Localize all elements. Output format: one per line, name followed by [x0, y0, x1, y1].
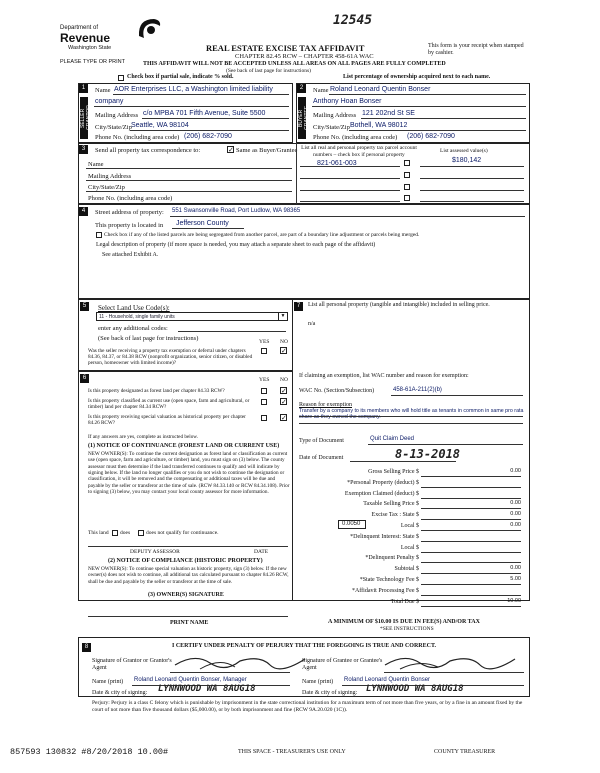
corr-address-label: Mailing Address — [88, 173, 132, 180]
calc-row-label: *Personal Property (deduct) $ — [347, 479, 419, 486]
calc-row-value: 0.00 — [510, 500, 521, 507]
dor-logo — [60, 16, 160, 56]
calc-row-value: 5.00 — [510, 576, 521, 582]
corr-city-label: City/State/Zip — [88, 184, 125, 191]
form-title: REAL ESTATE EXCISE TAX AFFIDAVIT — [206, 43, 365, 53]
calc-row-label: Local $ — [400, 523, 419, 529]
certify-statement: I CERTIFY UNDER PENALTY OF PERJURY THAT THE FOREGOING IS TRUE AND CORRECT. — [172, 643, 437, 649]
calc-row-value: 0.00 — [510, 511, 521, 518]
calc-row-label: *Delinquent Penalty $ — [365, 555, 419, 562]
grantor-name-label: Name (print) — [92, 679, 124, 685]
s6-yes-header: YES — [259, 377, 270, 383]
grantee-date-value[interactable]: LYNNWOOD WA 8AUG18 — [366, 684, 464, 694]
seller-city-label: City/State/Zip — [95, 124, 132, 131]
s5-no-checkbox[interactable]: ✓ — [281, 347, 287, 355]
pct-ownership-label: List percentage of ownership acquired next to each name. — [343, 74, 491, 80]
seller-name-label: Name — [95, 87, 111, 94]
calc-row-value: 10.00 — [507, 597, 521, 604]
land-use-see-back: (See back of last page for instructions) — [98, 335, 199, 342]
located-in-label: This property is located in — [95, 222, 164, 229]
corr-name-label: Name — [88, 161, 104, 168]
section-3-number: 3 — [79, 145, 88, 154]
form-warning: THIS AFFIDAVIT WILL NOT BE ACCEPTED UNLESS ALL AREAS ON ALL PAGES ARE FULLY COMPLETED — [143, 61, 446, 67]
calc-row-input[interactable] — [421, 498, 521, 499]
does-not-checkbox[interactable] — [138, 530, 144, 536]
forest-q3: Is this property receiving special valuation as historical property per chapter 84.26 RCW? — [88, 414, 246, 427]
doc-date-label: Date of Document — [299, 455, 344, 461]
buyer-phone-value[interactable]: (206) 682-7090 — [407, 133, 455, 140]
local-rate-box[interactable] — [338, 520, 366, 529]
grantee-name-label: Name (print) — [302, 679, 334, 685]
buyer-address-value[interactable]: 121 202nd St SE — [362, 110, 415, 117]
legal-desc-value[interactable]: See attached Exhibit A. — [102, 252, 159, 258]
dor-name: Revenue — [60, 31, 111, 45]
q1-no-checkbox[interactable]: ✓ — [281, 387, 287, 395]
buyer-name-label: Name — [313, 87, 329, 94]
grantor-date-label: Date & city of signing: — [92, 690, 148, 696]
assessed-value[interactable]: $180,142 — [452, 157, 482, 164]
grantee-name-value[interactable]: Roland Leonard Quentin Bonser — [344, 677, 431, 683]
boundary-checkbox[interactable] — [96, 232, 102, 238]
deputy-date-label: DATE — [254, 549, 269, 555]
doc-date-value[interactable]: 8-13-2018 — [395, 447, 461, 461]
seller-address-value[interactable]: c/o MPBA 701 Fifth Avenue, Suite 5500 — [143, 110, 266, 117]
does-label: does — [120, 530, 131, 536]
exemption-claim-label: If claiming an exemption, list WAC number and reason for exemption: — [299, 373, 469, 379]
seller-name-value[interactable]: AOR Enterprises LLC, a Washington limited liability — [114, 86, 273, 93]
same-as-buyer-label: Same as Buyer/Grantee — [236, 147, 298, 154]
additional-codes-input[interactable] — [178, 331, 286, 332]
calc-row-input[interactable] — [421, 595, 521, 596]
doc-type-value[interactable]: Quit Claim Deed — [370, 436, 415, 442]
exemption-question: Was the seller receiving a property tax exemption or deferral under chapters 84.36, 84.37, or 84.38 RCW (nonprofit organization, senior citizen, or disabled person, homeowner with limited income)? — [88, 348, 253, 367]
wac-value[interactable]: 458-61A-211(2)(b) — [393, 387, 442, 393]
calc-row-value: 0.00 — [510, 522, 521, 528]
calc-row-label: Gross Selling Price $ — [368, 469, 419, 475]
deputy-assessor-label: DEPUTY ASSESSOR — [130, 549, 180, 555]
section-7-number: 7 — [294, 302, 303, 311]
calc-row-label: *Affidavit Processing Fee $ — [351, 587, 419, 594]
calc-row-input[interactable] — [421, 552, 521, 553]
calc-row-input[interactable] — [421, 530, 521, 531]
buyer-address-label: Mailing Address — [313, 112, 357, 119]
land-does-label: This land — [88, 530, 109, 536]
form-subtitle: CHAPTER 82.45 RCW – CHAPTER 458-61A WAC — [235, 53, 374, 60]
county-treasurer-label: COUNTY TREASURER — [434, 749, 496, 755]
print-note: PLEASE TYPE OR PRINT — [60, 59, 126, 65]
chevron-down-icon: ▼ — [278, 313, 287, 320]
receipt-note: This form is your receipt when stamped by cashier. — [428, 43, 524, 57]
owner-signature-line[interactable] — [88, 616, 288, 617]
parcel-personal-checkbox-2[interactable] — [404, 172, 410, 178]
buyer-city-label: City/State/Zip — [313, 124, 350, 131]
notice2-text: NEW OWNER(S): To continue special valuation as historic property, sign (3) below. If the new owner(s) does not wish to continue, all additional tax calculated pursuant to chapter 84.26 RCW, shall be due and payable by the seller or transferor at the time of sale. — [88, 566, 289, 585]
land-use-select-value: 11 - Household, single family units — [99, 314, 175, 320]
calc-row-input[interactable] — [421, 562, 521, 563]
section-1-number: 1 — [79, 84, 88, 93]
seller-city-value[interactable]: Seattle, WA 98104 — [131, 122, 189, 129]
personal-property-value[interactable]: n/a — [308, 321, 316, 327]
corr-phone-label: Phone No. (including area code) — [88, 195, 173, 202]
seller-phone-value[interactable]: (206) 682-7090 — [184, 133, 232, 140]
reason-value[interactable]: Transfer by a company to its members who will hold title as tenants in common in same pro rata share as they owned the company. — [299, 408, 524, 421]
calc-row-input[interactable] — [421, 573, 521, 574]
calc-row-input[interactable] — [421, 487, 521, 488]
minimum-note: A MINIMUM OF $10.00 IS DUE IN FEE(S) AND/OR TAX — [328, 619, 480, 625]
treasurer-space-label: THIS SPACE - TREASURER'S USE ONLY — [238, 749, 346, 755]
dor-dept-line: Department of — [60, 25, 99, 31]
calc-row-input[interactable] — [421, 508, 521, 509]
boundary-label: Check box if any of the listed parcels are being segregated from another parcel, are part of a boundary line adjustment or parcels being merged. — [104, 232, 420, 238]
notice1-title: (1) NOTICE OF CONTINUANCE (FOREST LAND OR CURRENT USE) — [88, 443, 280, 449]
q2-yes-checkbox[interactable] — [261, 399, 267, 405]
grantor-signature-line[interactable] — [170, 672, 290, 673]
calc-row-input[interactable] — [421, 476, 521, 477]
see-instructions-note: *SEE INSTRUCTIONS — [380, 626, 434, 632]
q1-yes-checkbox[interactable] — [261, 388, 267, 394]
forest-q1: Is this property designated as forest land per chapter 84.33 RCW? — [88, 388, 225, 394]
seller-address-label: Mailing Address — [95, 112, 139, 119]
parcel-personal-checkbox-1[interactable] — [404, 160, 410, 166]
calc-row-input[interactable] — [421, 584, 521, 585]
county-value[interactable]: Jefferson County — [176, 220, 229, 227]
buyer-city-value[interactable]: Bothell, WA 98012 — [350, 122, 408, 129]
reason-label: Reason for exemption — [299, 402, 352, 408]
section-8-number: 8 — [82, 643, 91, 652]
additional-codes-label: enter any additional codes: — [98, 325, 168, 332]
grantor-name-value[interactable]: Roland Leonard Quentin Bonser, Manager — [134, 677, 247, 683]
q3-no-checkbox[interactable]: ✓ — [281, 414, 287, 422]
legal-desc-label: Legal description of property (if more space is needed, you may attach a separate sheet to each page of the affidavit) — [96, 242, 376, 248]
calc-row-label: *State Technology Fee $ — [359, 577, 419, 583]
seller-side-label: SELLER GRANTOR — [80, 97, 88, 139]
parcel-header: List all real and personal property tax parcel account numbers – check box if personal property — [301, 145, 417, 158]
doc-type-label: Type of Document — [299, 438, 344, 444]
buyer-name-value[interactable]: Roland Leonard Quentin Bonser — [330, 86, 431, 93]
local-rate-value: 0.0050 — [342, 521, 361, 527]
treasurer-stamp: 857593 130832 #8/20/2018 10.00# — [10, 747, 169, 757]
notice1-text: NEW OWNER(S): To continue the current designation as forest land or classification as current use (open space, farm and agriculture, or timber) land, you must sign on (3) below. The county assessor must then determine if the land transferred continues to qualify and will indicate by signing below. If the land no longer qualifies or you do not wish to continue the designation or classification, it will be removed and the compensating or additional taxes will be due and payable by the seller or transferor at the time of sale. (RCW 84.33.140 or RCW 84.34.108). Prior to signing (3) below, you may contact your local county assessor for more information. — [88, 451, 290, 496]
buyer-name-value2[interactable]: Anthony Hoan Bonser — [313, 98, 382, 105]
grantee-sig-label: Signature of Grantee or Grantee's Agent — [302, 658, 383, 672]
section-4-number: 4 — [79, 207, 88, 216]
calc-row-input[interactable] — [421, 606, 521, 607]
s6-no-header: NO — [280, 377, 288, 383]
calc-row-label: Subtotal $ — [394, 566, 419, 573]
grantor-sig-label: Signature of Grantor or Grantor's Agent — [92, 658, 172, 672]
grantee-date-label: Date & city of signing: — [302, 690, 358, 696]
calc-row-label: Total Due $ — [390, 598, 419, 605]
tax-calculation — [299, 465, 525, 605]
calc-row-value: 0.00 — [510, 468, 521, 474]
calc-row-label: Exemption Claimed (deduct) $ — [344, 490, 419, 497]
s5-no-header: NO — [280, 339, 288, 345]
dor-swoosh-icon — [136, 16, 162, 40]
owner-signature-label: (3) OWNER(S) SIGNATURE — [148, 592, 224, 598]
personal-property-label: List all personal property (tangible and intangible) included in selling price. — [308, 302, 490, 308]
grantee-signature-line[interactable] — [384, 672, 524, 673]
seller-phone-label: Phone No. (including area code) — [95, 134, 180, 141]
calc-row-label: Excise Tax : State $ — [371, 512, 419, 519]
parcel-personal-checkbox-4[interactable] — [404, 195, 410, 201]
assessed-header: List assessed value(s) — [440, 148, 488, 154]
notice2-title: (2) NOTICE OF COMPLIANCE (HISTORIC PROPERTY) — [108, 558, 263, 564]
print-name-label: PRINT NAME — [170, 620, 209, 626]
dor-state: Washington State — [68, 45, 112, 51]
parcel-personal-checkbox-3[interactable] — [404, 184, 410, 190]
land-use-select[interactable] — [96, 312, 288, 321]
s5-yes-header: YES — [259, 339, 270, 345]
grantor-date-value[interactable]: LYNNWOOD WA 8AUG18 — [158, 684, 256, 694]
calc-row-label: *Delinquent Interest: State $ — [350, 533, 419, 540]
partial-sale-checkbox[interactable] — [118, 75, 124, 81]
buyer-side-label: BUYER GRANTEE — [298, 97, 306, 139]
land-use-label: Select Land Use Code(s): — [98, 304, 170, 312]
wac-label: WAC No. (Section/Subsection) — [299, 388, 375, 394]
forest-q2: Is this property classified as current use (open space, farm and agricultural, or timber) land per chapter 84.34 RCW? — [88, 398, 250, 411]
perjury-notice: Perjury: Perjury is a class C felony which is punishable by imprisonment in the state correctional institution for a maximum term of not more than five years, or by a fine in an amount fixed by the court of not more than five thousand dollars ($5,000.00), or by both imprisonment and fine (RCW 9A.20.020 (1C)). — [92, 700, 523, 713]
calc-row-value: 0.00 — [510, 565, 521, 572]
parcel-number[interactable]: 821-061-003 — [317, 160, 357, 167]
signature-grantor — [170, 651, 310, 673]
calc-row-input[interactable] — [421, 519, 521, 520]
seller-name-value2[interactable]: company — [95, 98, 124, 105]
handwritten-number: 12545 — [333, 13, 373, 28]
s5-yes-checkbox[interactable] — [261, 348, 267, 354]
does-checkbox[interactable] — [112, 530, 118, 536]
calc-row-input[interactable] — [421, 541, 521, 542]
street-address-label: Street address of property: — [95, 209, 164, 216]
calc-row-label: Local $ — [400, 544, 419, 551]
street-address-value[interactable]: 551 Swansonville Road, Port Ludlow, WA 98365 — [172, 208, 301, 214]
buyer-phone-label: Phone No. (including area code) — [313, 134, 398, 141]
section-2-number: 2 — [297, 84, 306, 93]
partial-sale-label: Check box if partial sale, indicate % sold. — [127, 74, 234, 80]
section-5-number: 5 — [80, 302, 89, 311]
form-see-back: (See back of last page for instructions) — [226, 68, 311, 74]
section-6-number: 6 — [80, 374, 89, 383]
any-answers-note: If any answers are yes, complete as instructed below. — [88, 434, 199, 440]
signature-grantee — [380, 651, 520, 673]
same-as-buyer-checkbox[interactable]: ✓ — [228, 146, 234, 154]
q2-no-checkbox[interactable]: ✓ — [281, 398, 287, 406]
send-correspondence-label: Send all property tax correspondence to: — [95, 147, 201, 154]
calc-row-label: Taxable Selling Price $ — [363, 501, 419, 508]
does-not-label: does not qualify for continuance. — [146, 530, 219, 536]
q3-yes-checkbox[interactable] — [261, 415, 267, 421]
